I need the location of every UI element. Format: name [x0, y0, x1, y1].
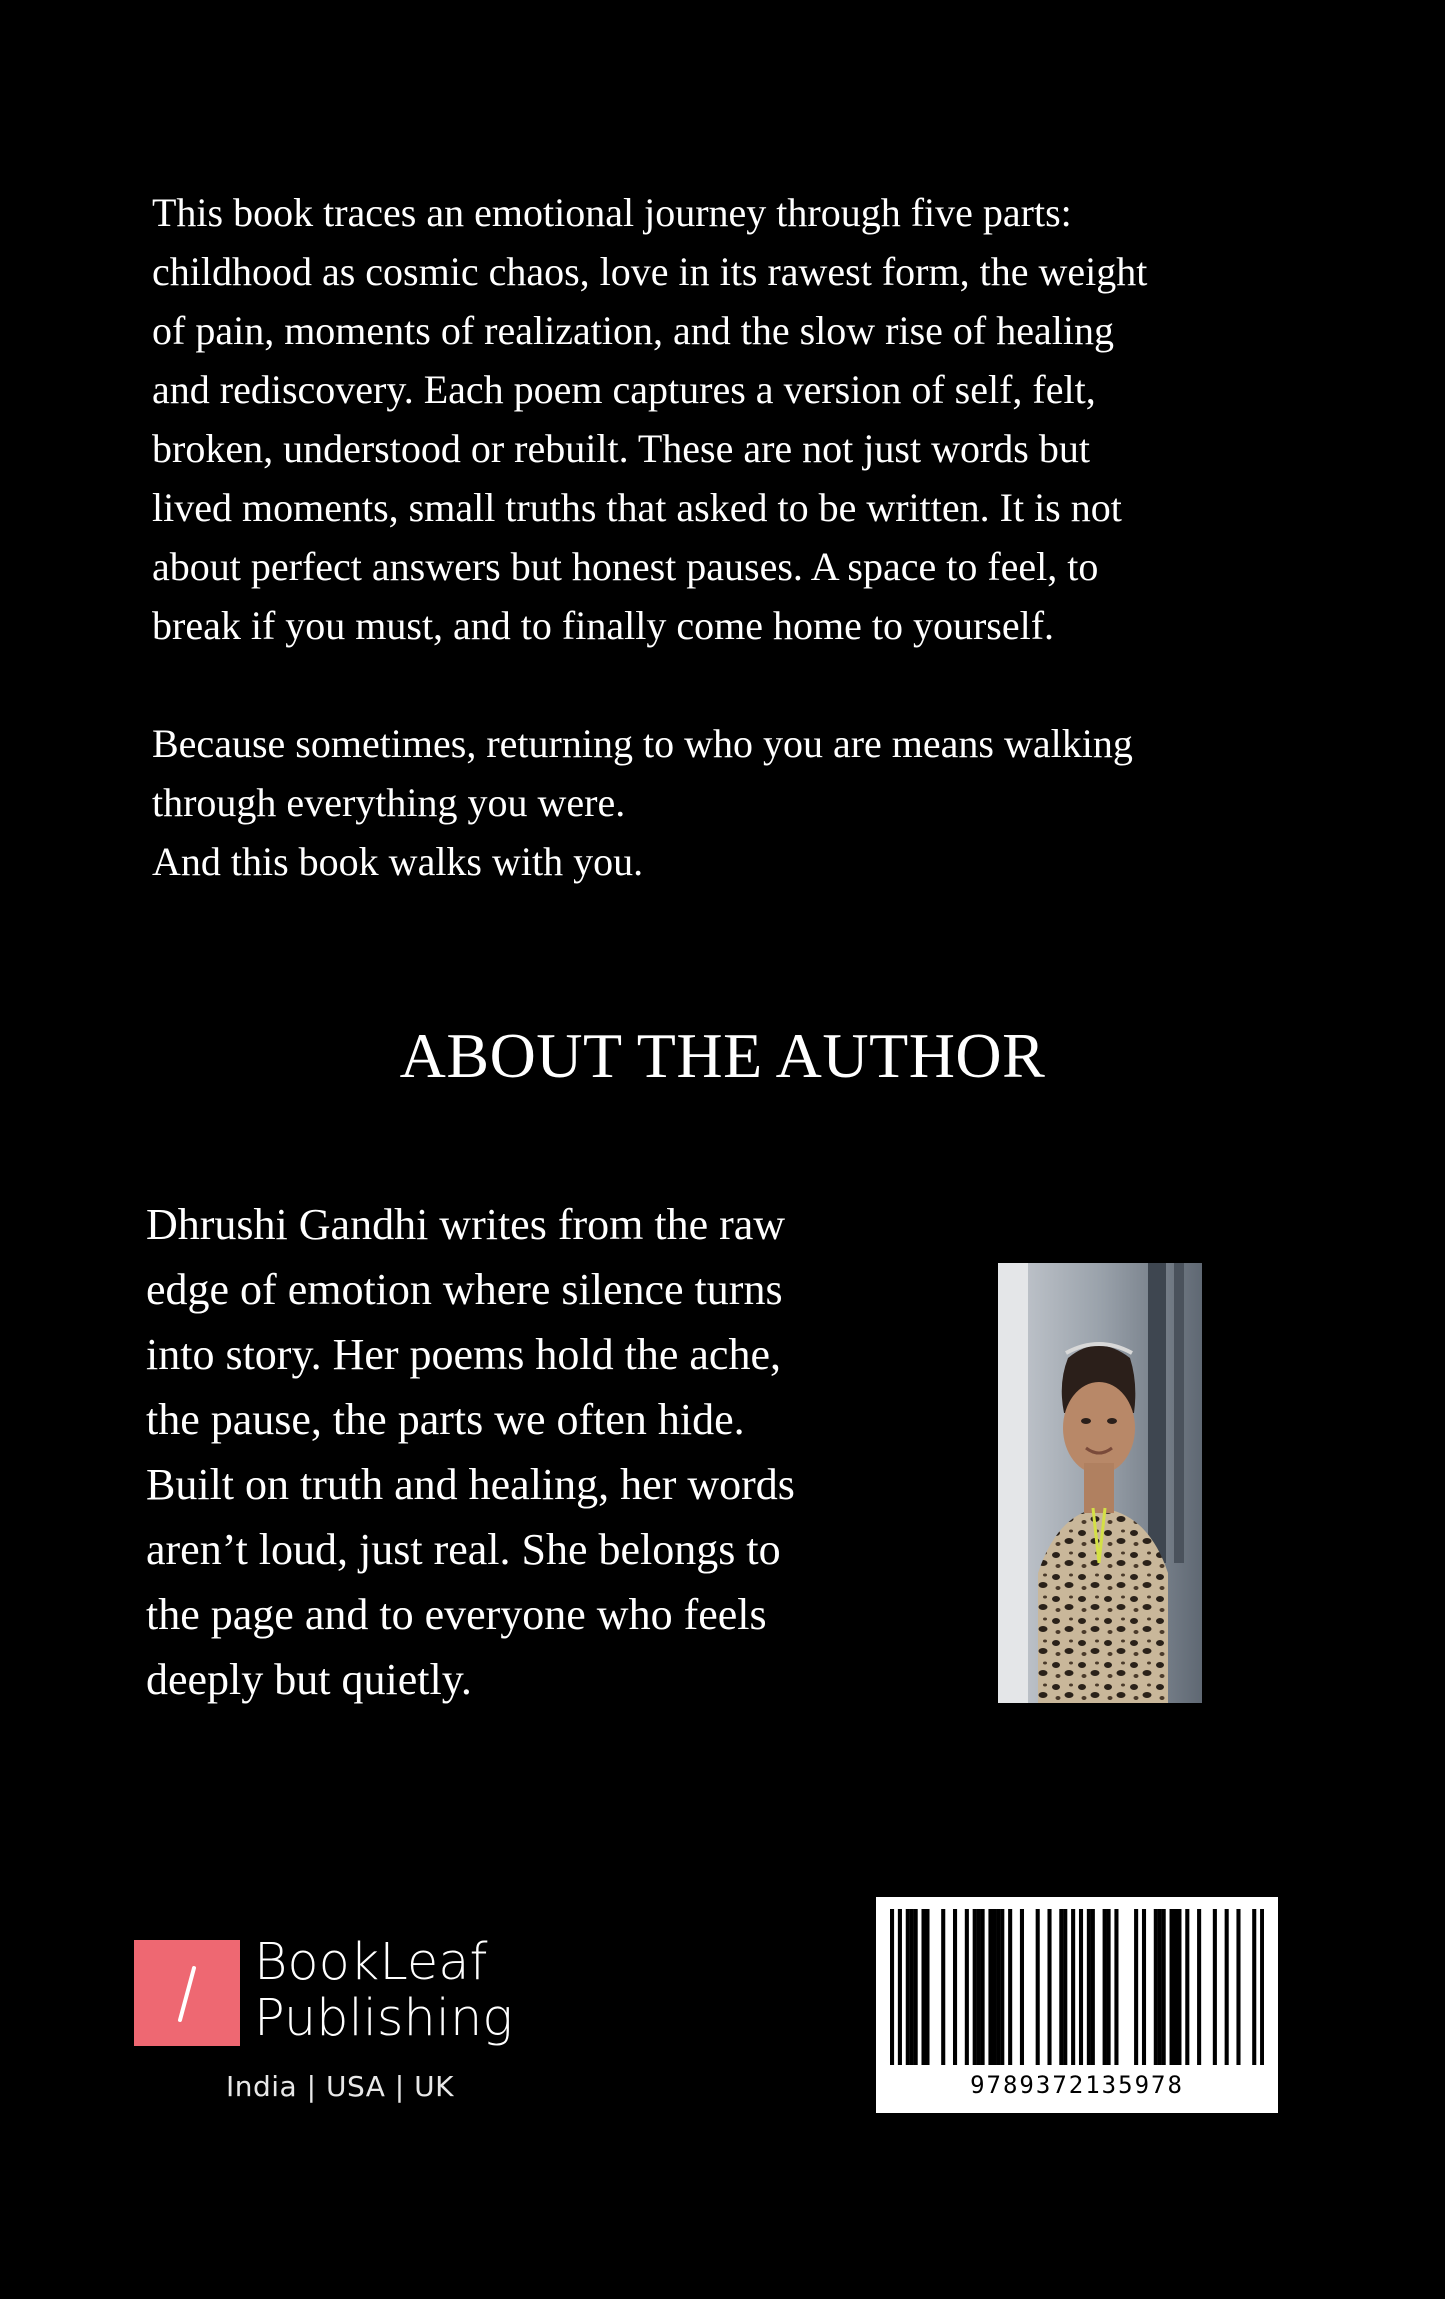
barcode-bar: [1197, 1909, 1201, 2065]
bio-line: aren’t loud, just real. She belongs to: [146, 1525, 781, 1574]
barcode-bar: [973, 1909, 977, 2065]
bio-line: the pause, the parts we often hide.: [146, 1395, 745, 1444]
barcode-bar: [988, 1909, 992, 2065]
barcode-bar: [1185, 1909, 1189, 2065]
blurb-closing: [152, 714, 1302, 891]
barcode-bar: [996, 1909, 1000, 2065]
barcode-bar: [1000, 1909, 1004, 2065]
barcode-bar: [925, 1909, 929, 2065]
barcode-bar: [1107, 1909, 1111, 2065]
barcode-bar: [898, 1909, 902, 2065]
closing-line: Because sometimes, returning to who you are means walking: [152, 721, 1133, 766]
blurb-line: and rediscovery. Each poem captures a version of self, felt,: [152, 367, 1096, 412]
blurb-line: childhood as cosmic chaos, love in its rawest form, the weight: [152, 249, 1148, 294]
blurb-line: This book traces an emotional journey through five parts:: [152, 190, 1072, 235]
barcode-bar: [906, 1909, 910, 2065]
barcode-bar: [953, 1909, 957, 2065]
barcode-bar: [1008, 1909, 1012, 2065]
publisher-name-line2: Publishing: [254, 1989, 513, 2048]
back-cover-blurb: [152, 183, 1302, 655]
barcode-bar: [1047, 1909, 1051, 2065]
barcode-bar: [941, 1909, 945, 2065]
author-photo-illustration: [998, 1263, 1202, 1703]
closing-line: through everything you were.: [152, 780, 626, 825]
barcode-bar: [1114, 1909, 1118, 2065]
blurb-line: broken, understood or rebuilt. These are not just words but: [152, 426, 1090, 471]
barcode-bar: [981, 1909, 985, 2065]
barcode-bar: [1103, 1909, 1107, 2065]
isbn-barcode: [876, 1897, 1278, 2113]
barcode-bar: [992, 1909, 996, 2065]
barcode-bar: [1173, 1909, 1177, 2065]
bio-line: the page and to everyone who feels: [146, 1590, 767, 1639]
isbn-number: 9789372135978: [970, 2071, 1184, 2099]
barcode-bar: [914, 1909, 918, 2065]
author-photo: [998, 1263, 1202, 1703]
barcode-bar: [1236, 1909, 1240, 2065]
barcode-bar: [1059, 1909, 1063, 2065]
bio-line: Dhrushi Gandhi writes from the raw: [146, 1200, 786, 1249]
barcode-bar: [890, 1909, 894, 2065]
barcode-bar: [1252, 1909, 1256, 2065]
publisher-name: [254, 1935, 513, 2047]
author-bio: [146, 1192, 906, 1712]
barcode-bar: [1063, 1909, 1067, 2065]
blurb-line: of pain, moments of realization, and the slow rise of healing: [152, 308, 1114, 353]
barcode-bar: [1020, 1909, 1024, 2065]
barcode-bar: [1225, 1909, 1229, 2065]
barcode-bar: [1213, 1909, 1217, 2065]
barcode-bars: [890, 1909, 1264, 2065]
barcode-bar: [1071, 1909, 1075, 2065]
barcode-bar: [1260, 1909, 1264, 2065]
about-author-heading: ABOUT THE AUTHOR: [399, 1020, 1046, 1091]
barcode-bar: [921, 1909, 925, 2065]
barcode-bar: [1154, 1909, 1158, 2065]
barcode-bar: [1177, 1909, 1181, 2065]
blurb-line: break if you must, and to finally come home to yourself.: [152, 603, 1055, 648]
blurb-line: lived moments, small truths that asked to be written. It is not: [152, 485, 1122, 530]
barcode-bar: [1087, 1909, 1091, 2065]
barcode-bar: [1134, 1909, 1138, 2065]
barcode-bar: [1079, 1909, 1083, 2065]
publisher-name-line1: BookLeaf: [254, 1933, 488, 1992]
barcode-bar: [1091, 1909, 1095, 2065]
bio-line: edge of emotion where silence turns: [146, 1265, 783, 1314]
slash-logo-icon: [134, 1940, 240, 2046]
blurb-line: about perfect answers but honest pauses. A space to feel, to: [152, 544, 1099, 589]
barcode-bar: [1170, 1909, 1174, 2065]
barcode-bar: [1142, 1909, 1146, 2065]
bio-line: into story. Her poems hold the ache,: [146, 1330, 781, 1379]
barcode-bar: [965, 1909, 969, 2065]
barcode-bar: [1036, 1909, 1040, 2065]
bio-line: deeply but quietly.: [146, 1655, 472, 1704]
barcode-bar: [1158, 1909, 1162, 2065]
closing-line: And this book walks with you.: [152, 839, 644, 884]
publisher-regions: India | USA | UK: [226, 2070, 454, 2103]
publisher-logo: [134, 1940, 240, 2046]
barcode-bar: [910, 1909, 914, 2065]
bio-line: Built on truth and healing, her words: [146, 1460, 795, 1509]
barcode-bar: [977, 1909, 981, 2065]
barcode-bar: [1162, 1909, 1166, 2065]
